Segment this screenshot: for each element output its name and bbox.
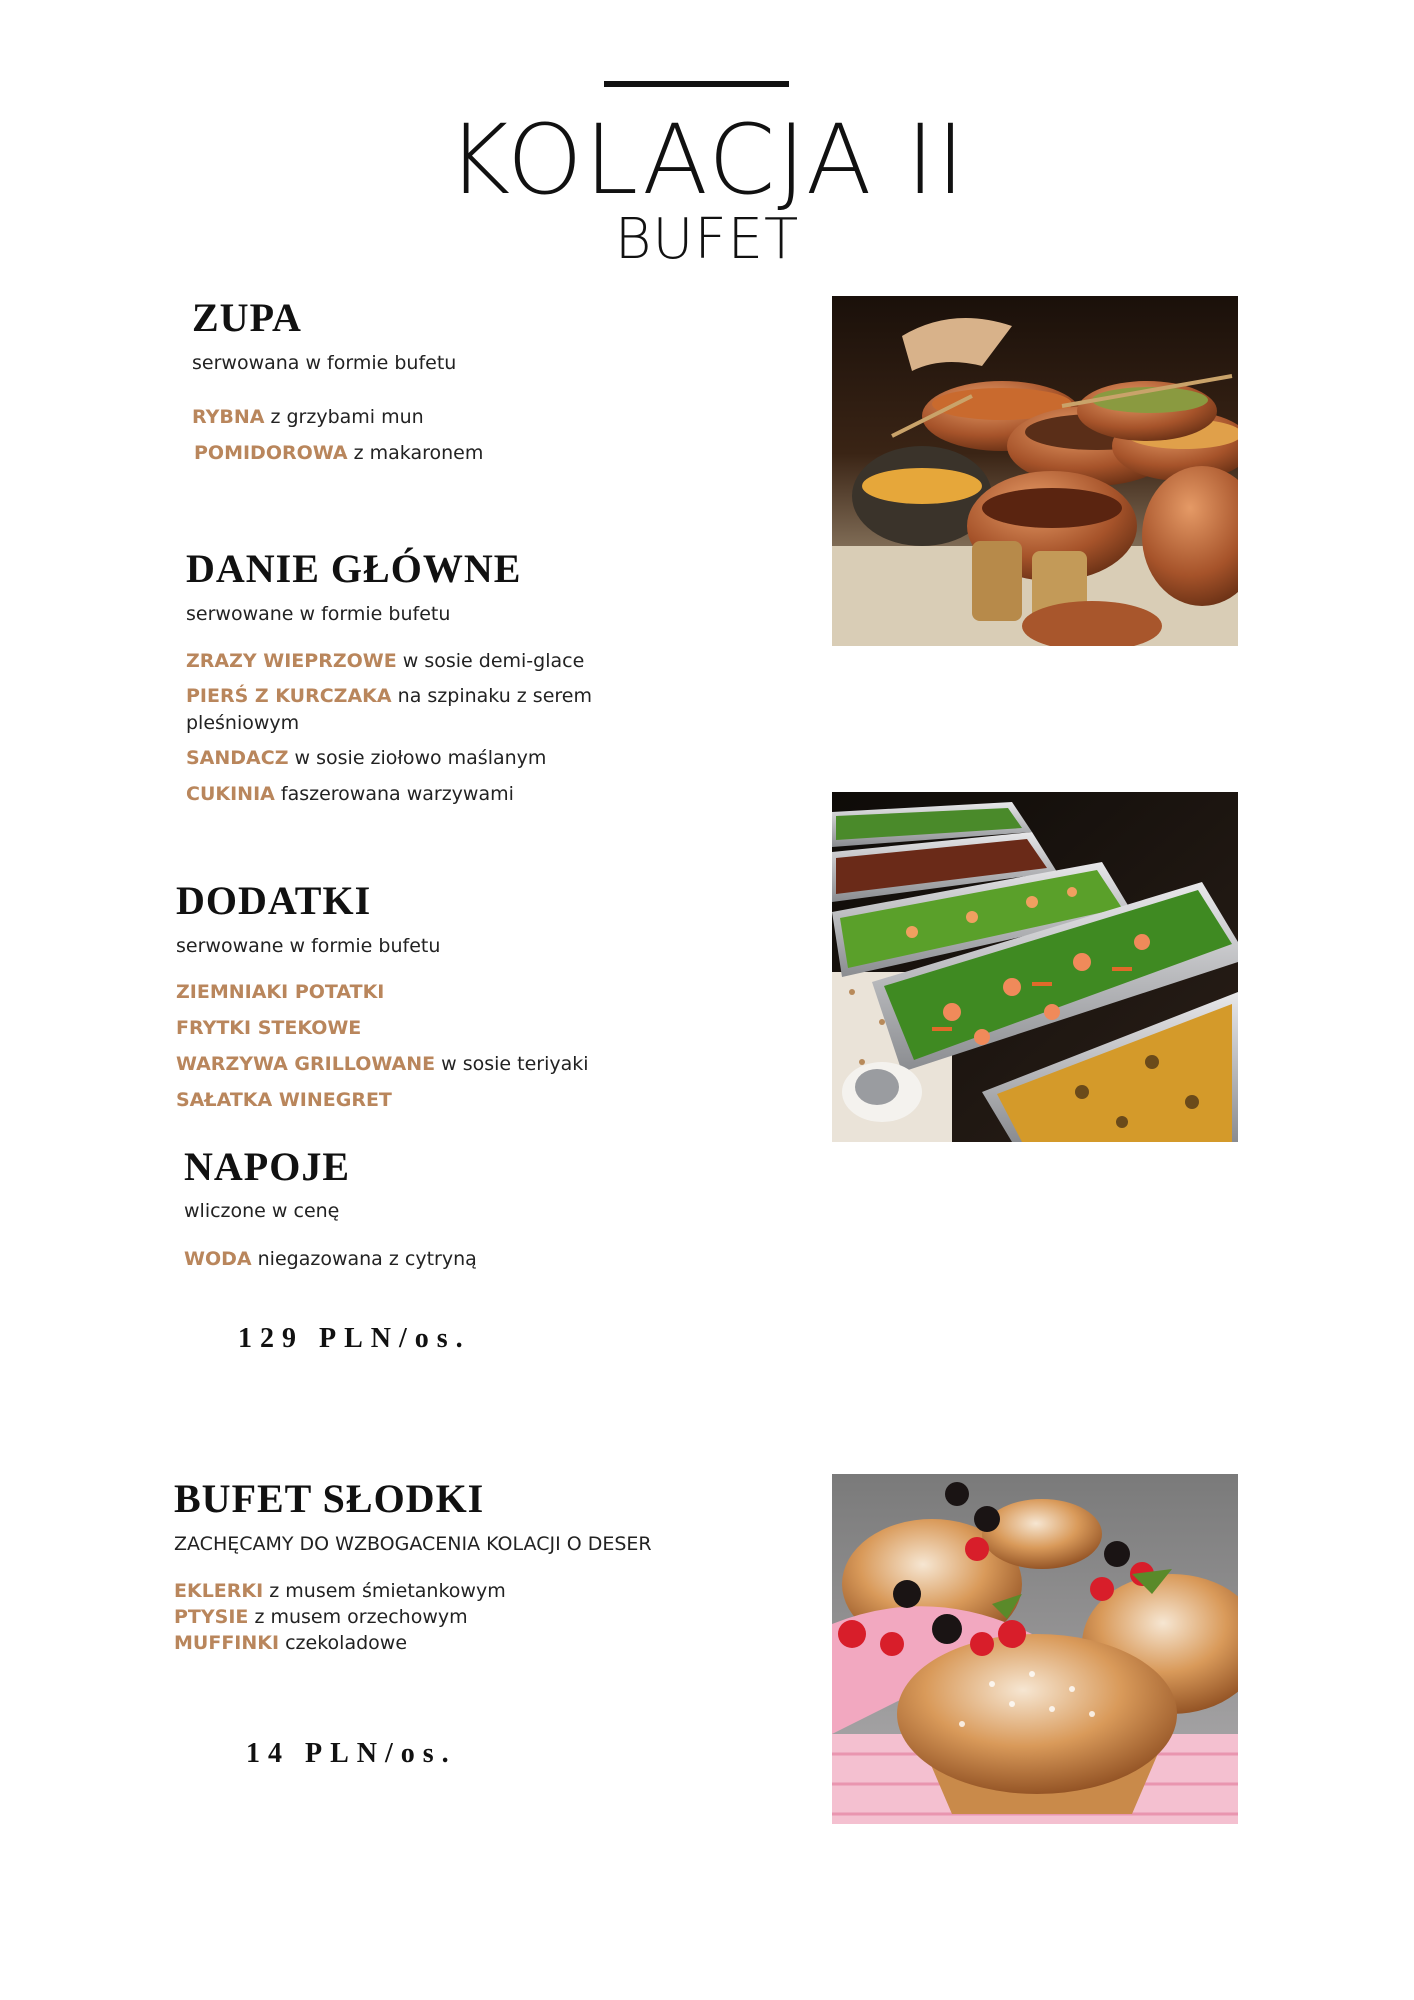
menu-item — [186, 745, 546, 772]
item-name: SANDACZ — [186, 747, 289, 769]
section-title-napoje: NAPOJE — [184, 1144, 350, 1189]
item-desc: z musem orzechowym — [254, 1606, 468, 1628]
item-name: PTYSIE — [174, 1606, 249, 1628]
menu-item — [186, 648, 584, 675]
item-name: FRYTKI STEKOWE — [176, 1017, 362, 1039]
item-name: SAŁATKA WINEGRET — [176, 1089, 392, 1111]
item-desc-cont: pleśniowym — [186, 711, 300, 734]
section-title-zupa: ZUPA — [192, 295, 302, 340]
page-subtitle: BUFET — [614, 207, 800, 272]
menu-item — [176, 979, 384, 1006]
menu-item — [174, 1604, 468, 1631]
menu-item — [174, 1578, 506, 1605]
item-desc: w sosie teriyaki — [441, 1053, 589, 1075]
page-title: KOLACJA II — [447, 104, 967, 216]
title-divider — [604, 81, 789, 87]
section-subtitle-danie: serwowane w formie bufetu — [186, 603, 451, 625]
menu-item — [176, 1051, 589, 1078]
item-name: POMIDOROWA — [194, 442, 348, 464]
item-desc: na szpinaku z serem — [397, 685, 592, 707]
section-title-dodatki: DODATKI — [176, 878, 372, 923]
section-title-danie: DANIE GŁÓWNE — [186, 546, 522, 591]
item-name: CUKINIA — [186, 783, 275, 805]
item-desc: w sosie ziołowo maślanym — [294, 747, 547, 769]
menu-item — [186, 781, 514, 808]
item-name: ZRAZY WIEPRZOWE — [186, 650, 397, 672]
item-name: MUFFINKI — [174, 1632, 280, 1654]
menu-item — [186, 683, 606, 736]
item-name: ZIEMNIAKI POTATKI — [176, 981, 385, 1003]
item-desc: w sosie demi-glace — [402, 650, 585, 672]
menu-item — [176, 1087, 392, 1114]
price-dessert: 14 PLN/os. — [246, 1738, 457, 1769]
photo-muffins — [832, 1474, 1238, 1824]
item-name: EKLERKI — [174, 1580, 264, 1602]
item-desc: niegazowana z cytryną — [257, 1248, 477, 1270]
item-desc: z makaronem — [353, 442, 484, 464]
menu-item — [192, 404, 424, 431]
item-name: RYBNA — [192, 406, 265, 428]
price-main: 129 PLN/os. — [238, 1323, 471, 1354]
item-desc: czekoladowe — [285, 1632, 408, 1654]
photo-curry-bowls — [832, 296, 1238, 646]
menu-item — [184, 1246, 477, 1273]
section-subtitle-slodki: ZACHĘCAMY DO WZBOGACENIA KOLACJI O DESER — [174, 1533, 652, 1555]
section-subtitle-zupa: serwowana w formie bufetu — [192, 352, 457, 374]
item-name: WARZYWA GRILLOWANE — [176, 1053, 436, 1075]
section-subtitle-dodatki: serwowane w formie bufetu — [176, 935, 441, 957]
item-name: WODA — [184, 1248, 252, 1270]
item-desc: z grzybami mun — [270, 406, 424, 428]
section-title-slodki: BUFET SŁODKI — [174, 1476, 485, 1521]
menu-item — [176, 1015, 361, 1042]
item-desc: faszerowana warzywami — [280, 783, 514, 805]
menu-item — [174, 1630, 407, 1657]
section-subtitle-napoje: wliczone w cenę — [184, 1200, 340, 1222]
photo-buffet-trays — [832, 792, 1238, 1142]
item-desc: z musem śmietankowym — [269, 1580, 506, 1602]
menu-item — [194, 440, 483, 467]
item-name: PIERŚ Z KURCZAKA — [186, 685, 392, 707]
